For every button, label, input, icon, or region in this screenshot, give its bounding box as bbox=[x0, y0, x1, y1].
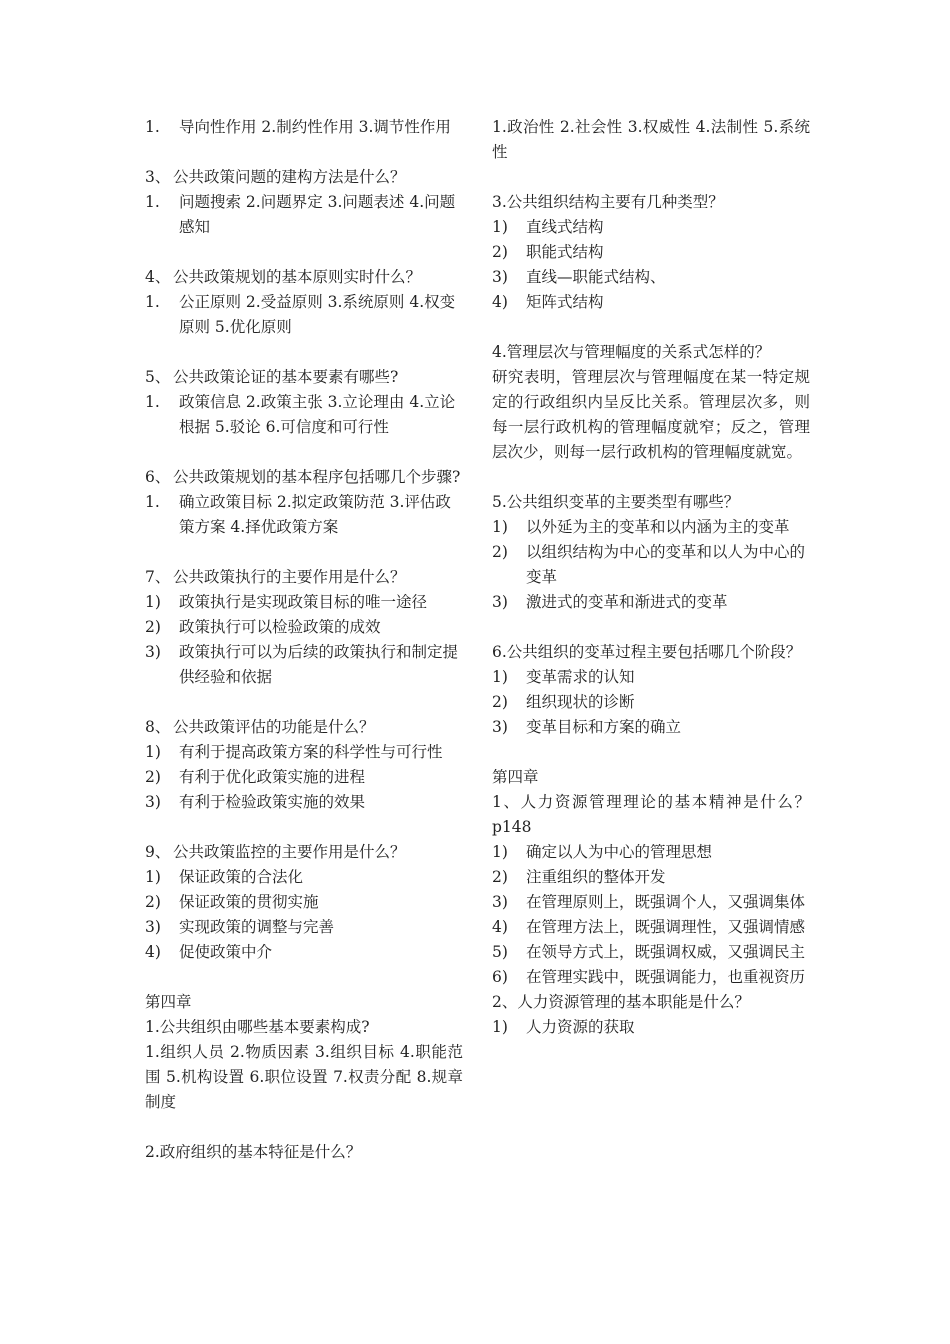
item-text: 实现政策的调整与完善 bbox=[179, 918, 335, 936]
list-item bbox=[145, 115, 463, 140]
item-number: 2) bbox=[145, 893, 161, 911]
item-text: 有利于优化政策实施的进程 bbox=[179, 768, 366, 786]
item-text: 直线—职能式结构、 bbox=[526, 268, 666, 286]
item-number: 1) bbox=[492, 518, 508, 536]
item-text: 在管理方法上，既强调理性，又强调情感 bbox=[526, 918, 806, 936]
item-text: 问题搜索 2.问题界定 3.问题表述 4.问题感知 bbox=[179, 193, 456, 236]
item-text: 政策执行可以为后续的政策执行和制定提供经验和依据 bbox=[179, 643, 459, 686]
item-number: 2) bbox=[492, 868, 508, 886]
paragraph: 4.管理层次与管理幅度的关系式怎样的？ bbox=[492, 343, 771, 361]
spacer bbox=[145, 240, 463, 265]
item-number: 6) bbox=[492, 968, 508, 986]
item-number: 1) bbox=[145, 743, 161, 761]
paragraph: 1.组织人员 2.物质因素 3.组织目标 4.职能范围 5.机构设置 6.职位设置 7.权责分配 8.规章制度 bbox=[145, 1043, 463, 1111]
list-item bbox=[492, 215, 810, 240]
list-item bbox=[145, 390, 463, 440]
question-heading bbox=[145, 165, 463, 190]
item-number: 4) bbox=[492, 918, 508, 936]
paragraph: 研究表明，管理层次与管理幅度在某一特定规定的行政组织内呈反比关系。管理层次多，则每一层行政机构的管理幅度就窄；反之，管理层次少，则每一层行政机构的管理幅度就宽。 bbox=[492, 368, 810, 461]
spacer bbox=[145, 815, 463, 840]
paragraph: 2、人力资源管理的基本职能是什么？ bbox=[492, 993, 750, 1011]
item-number: 1) bbox=[492, 1018, 508, 1036]
paragraph: 2.政府组织的基本特征是什么？ bbox=[145, 1143, 362, 1161]
item-text: 公正原则 2.受益原则 3.系统原则 4.权变原则 5.优化原则 bbox=[179, 293, 456, 336]
item-number: 1. bbox=[145, 393, 160, 411]
list-item bbox=[145, 590, 463, 615]
item-text: 促使政策中介 bbox=[179, 943, 273, 961]
list-item bbox=[145, 865, 463, 890]
list-item bbox=[145, 915, 463, 940]
list-item bbox=[492, 940, 810, 965]
list-item bbox=[145, 615, 463, 640]
item-text: 公共政策评估的功能是什么？ bbox=[173, 718, 375, 736]
item-text: 确立政策目标 2.拟定政策防范 3.评估政策方案 4.择优政策方案 bbox=[179, 493, 451, 536]
paragraph: 3.公共组织结构主要有几种类型？ bbox=[492, 193, 724, 211]
spacer bbox=[145, 140, 463, 165]
question-heading bbox=[145, 365, 463, 390]
paragraph: 第四章 bbox=[145, 993, 192, 1011]
list-item bbox=[145, 640, 463, 690]
item-text: 政策执行可以检验政策的成效 bbox=[179, 618, 381, 636]
item-number: 1) bbox=[492, 843, 508, 861]
list-item bbox=[145, 740, 463, 765]
spacer bbox=[145, 1115, 463, 1140]
item-number: 1) bbox=[492, 668, 508, 686]
item-text: 导向性作用 2.制约性作用 3.调节性作用 bbox=[179, 118, 451, 136]
item-text: 组织现状的诊断 bbox=[526, 693, 635, 711]
item-number: 5) bbox=[492, 943, 508, 961]
question-heading bbox=[145, 565, 463, 590]
spacer bbox=[492, 465, 810, 490]
spacer bbox=[145, 965, 463, 990]
item-number: 3) bbox=[145, 643, 161, 661]
item-number: 3) bbox=[492, 593, 508, 611]
item-text: 公共政策论证的基本要素有哪些? bbox=[173, 368, 399, 386]
paragraph: 6.公共组织的变革过程主要包括哪几个阶段？ bbox=[492, 643, 802, 661]
question-heading bbox=[145, 715, 463, 740]
spacer bbox=[492, 615, 810, 640]
item-text: 在管理原则上，既强调个人，又强调集体 bbox=[526, 893, 806, 911]
list-item bbox=[145, 765, 463, 790]
item-number: 1. bbox=[145, 193, 160, 211]
item-text: 公共政策执行的主要作用是什么？ bbox=[173, 568, 406, 586]
item-number: 2) bbox=[492, 243, 508, 261]
spacer bbox=[492, 165, 810, 190]
item-text: 变革目标和方案的确立 bbox=[526, 718, 682, 736]
list-item bbox=[492, 540, 810, 590]
item-text: 矩阵式结构 bbox=[526, 293, 604, 311]
list-item bbox=[145, 190, 463, 240]
spacer bbox=[492, 315, 810, 340]
item-number: 7、 bbox=[145, 568, 171, 586]
spacer bbox=[145, 690, 463, 715]
list-item bbox=[492, 690, 810, 715]
paragraph: 1.政治性 2.社会性 3.权威性 4.法制性 5.系统性 bbox=[492, 118, 810, 161]
item-text: 以组织结构为中心的变革和以人为中心的变革 bbox=[526, 543, 806, 586]
item-text: 有利于检验政策实施的效果 bbox=[179, 793, 366, 811]
item-number: 3) bbox=[492, 893, 508, 911]
list-item bbox=[492, 290, 810, 315]
list-item bbox=[492, 840, 810, 865]
spacer bbox=[145, 340, 463, 365]
item-text: 保证政策的合法化 bbox=[179, 868, 304, 886]
item-number: 4) bbox=[492, 293, 508, 311]
list-item bbox=[492, 515, 810, 540]
item-text: 在领导方式上，既强调权威，又强调民主 bbox=[526, 943, 806, 961]
spacer bbox=[145, 540, 463, 565]
item-number: 2) bbox=[145, 768, 161, 786]
item-text: 公共政策规划的基本原则实时什么？ bbox=[173, 268, 422, 286]
question-heading bbox=[145, 840, 463, 865]
list-item bbox=[492, 265, 810, 290]
list-item bbox=[145, 940, 463, 965]
spacer bbox=[145, 440, 463, 465]
item-text: 政策执行是实现政策目标的唯一途径 bbox=[179, 593, 428, 611]
list-item bbox=[492, 890, 810, 915]
item-text: 公共政策规划的基本程序包括哪几个步骤? bbox=[173, 468, 461, 486]
item-number: 1. bbox=[145, 293, 160, 311]
list-item bbox=[492, 715, 810, 740]
list-item bbox=[145, 290, 463, 340]
item-text: 以外延为主的变革和以内涵为主的变革 bbox=[526, 518, 790, 536]
list-item bbox=[145, 890, 463, 915]
paragraph: 1、人力资源管理理论的基本精神是什么？p148 bbox=[492, 793, 810, 836]
list-item bbox=[492, 590, 810, 615]
item-number: 4、 bbox=[145, 268, 171, 286]
list-item bbox=[145, 490, 463, 540]
list-item bbox=[145, 790, 463, 815]
item-number: 4) bbox=[145, 943, 161, 961]
item-text: 公共政策监控的主要作用是什么？ bbox=[173, 843, 406, 861]
list-item bbox=[492, 865, 810, 890]
item-text: 有利于提高政策方案的科学性与可行性 bbox=[179, 743, 443, 761]
item-number: 8、 bbox=[145, 718, 171, 736]
item-number: 2) bbox=[492, 693, 508, 711]
item-text: 变革需求的认知 bbox=[526, 668, 635, 686]
item-number: 3、 bbox=[145, 168, 171, 186]
item-number: 3) bbox=[145, 793, 161, 811]
item-text: 政策信息 2.政策主张 3.立论理由 4.立论根据 5.驳论 6.可信度和可行性 bbox=[179, 393, 456, 436]
item-number: 1) bbox=[145, 868, 161, 886]
item-number: 9、 bbox=[145, 843, 171, 861]
item-number: 3) bbox=[492, 718, 508, 736]
list-item bbox=[492, 915, 810, 940]
item-text: 人力资源的获取 bbox=[526, 1018, 635, 1036]
item-number: 1. bbox=[145, 493, 160, 511]
right-column bbox=[492, 115, 810, 1040]
item-number: 6、 bbox=[145, 468, 171, 486]
item-number: 3) bbox=[145, 918, 161, 936]
item-text: 确定以人为中心的管理思想 bbox=[526, 843, 713, 861]
item-text: 保证政策的贯彻实施 bbox=[179, 893, 319, 911]
item-number: 5、 bbox=[145, 368, 171, 386]
question-heading bbox=[145, 465, 463, 490]
item-text: 注重组织的整体开发 bbox=[526, 868, 666, 886]
item-text: 直线式结构 bbox=[526, 218, 604, 236]
list-item bbox=[492, 1015, 810, 1040]
paragraph: 5.公共组织变革的主要类型有哪些？ bbox=[492, 493, 740, 511]
spacer bbox=[492, 740, 810, 765]
list-item bbox=[492, 665, 810, 690]
left-column bbox=[145, 115, 463, 1165]
list-item bbox=[492, 965, 810, 990]
question-heading bbox=[145, 265, 463, 290]
item-text: 在管理实践中，既强调能力，也重视资历 bbox=[526, 968, 806, 986]
item-number: 2) bbox=[145, 618, 161, 636]
item-text: 公共政策问题的建构方法是什么？ bbox=[173, 168, 406, 186]
item-text: 激进式的变革和渐进式的变革 bbox=[526, 593, 728, 611]
item-number: 1) bbox=[492, 218, 508, 236]
item-number: 1. bbox=[145, 118, 160, 136]
paragraph: 第四章 bbox=[492, 768, 539, 786]
item-number: 2) bbox=[492, 543, 508, 561]
paragraph: 1.公共组织由哪些基本要素构成? bbox=[145, 1018, 370, 1036]
item-number: 3) bbox=[492, 268, 508, 286]
item-text: 职能式结构 bbox=[526, 243, 604, 261]
list-item bbox=[492, 240, 810, 265]
item-number: 1) bbox=[145, 593, 161, 611]
